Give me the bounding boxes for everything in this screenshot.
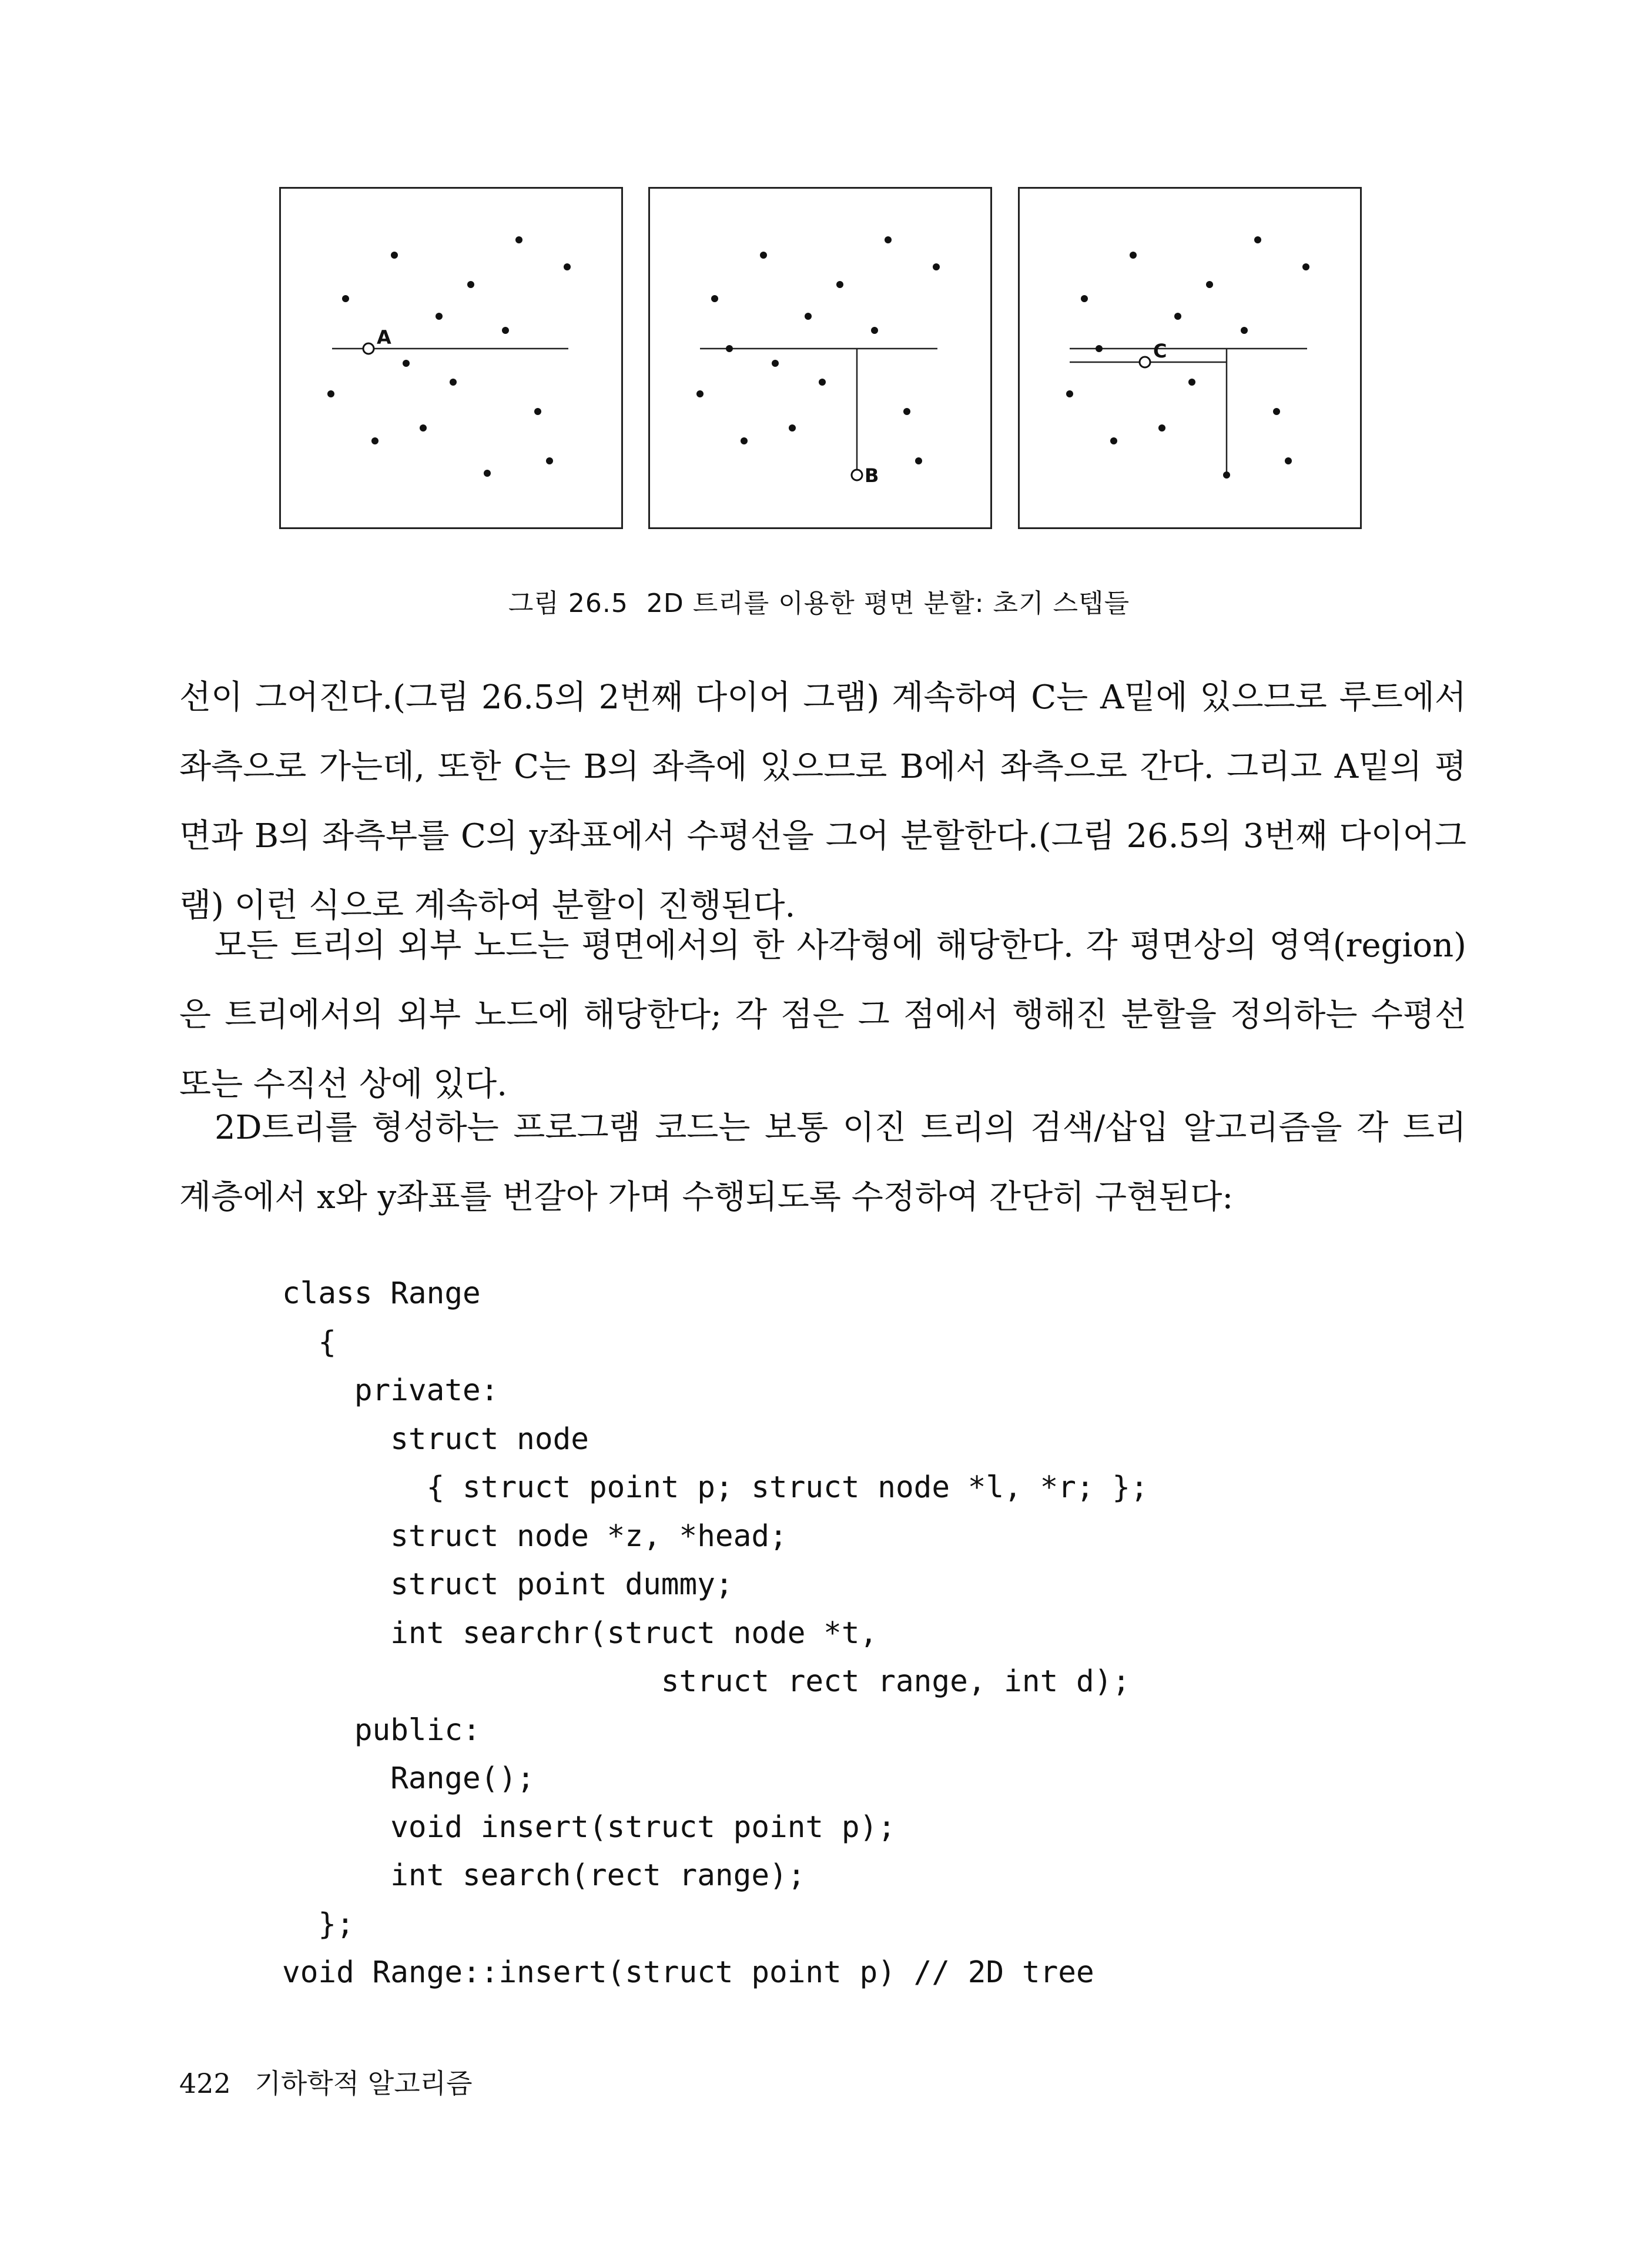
point-b-label: B [865,464,879,487]
point [1285,457,1292,464]
page-number: 422 [179,2068,231,2099]
point [1206,281,1213,288]
code-line: public: [282,1712,481,1748]
figure-panel-2 [648,187,992,529]
point [1254,236,1261,243]
point [1273,408,1280,415]
code-line: private: [282,1373,499,1408]
point-set [327,236,571,477]
point [1302,263,1309,270]
point [760,252,767,259]
point [515,236,522,243]
point [1110,437,1117,444]
point [403,360,410,367]
point [1081,295,1088,302]
code-line: void insert(struct point p); [282,1809,896,1845]
code-line: void Range::insert(struct point p) // 2D tree [282,1955,1094,1990]
point [819,379,826,386]
figure-caption-label: 그림 26.5 [508,588,628,618]
point [772,360,779,367]
point-set [696,236,940,464]
point [1066,390,1073,397]
point [1241,327,1248,334]
point [1130,252,1137,259]
code-line: struct rect range, int d); [282,1664,1131,1699]
code-line: { struct point p; struct node *l, *r; }; [282,1470,1148,1505]
panel-2-diagram [648,187,992,529]
point-b-marker [852,470,862,480]
panel-border [1019,188,1361,528]
code-line: int searchr(struct node *t, [282,1615,878,1651]
page-footer [179,2062,473,2101]
point [484,470,491,477]
point [805,313,812,320]
code-line: struct node [282,1421,589,1457]
point [327,390,334,397]
point [741,437,748,444]
point [836,281,843,288]
code-line: class Range [282,1276,481,1311]
point-set [1066,236,1309,479]
code-line: int search(rect range); [282,1858,806,1893]
point [420,424,427,431]
point [711,295,718,302]
code-listing [282,1270,1148,1998]
point [564,263,571,270]
point [342,295,349,302]
panel-3-diagram [1018,187,1362,529]
panel-border [280,188,622,528]
point [726,345,733,352]
panel-1-diagram [279,187,623,529]
point [1223,471,1230,479]
figure-panel-3 [1018,187,1362,529]
point [885,236,892,243]
point [1174,313,1181,320]
body-paragraph: 선이 그어진다.(그림 26.5의 2번째 다이어 그램) 계속하여 C는 A밑에 있으므로 루트에서 좌측으로 가는데, 또한 C는 B의 좌측에 있으므로 B에서 좌측으로 간다. 그리고 A밑의 평면과 B의 좌측부를 C의 y좌표에서 수평선을 그어 분할한다.(그림 26.5의 3번째 다이어그램) 이런 식으로 계속하여 분할이 진행된다. [179,678,1466,925]
figure-caption-text: 2D 트리를 이용한 평면 분할: 초기 스텝들 [646,588,1130,618]
point [546,457,553,464]
point [915,457,922,464]
point [1158,424,1165,431]
point-a-marker [363,343,374,354]
section-title: 기하학적 알고리즘 [254,2068,473,2099]
code-line: struct point dummy; [282,1567,733,1602]
point [1096,345,1103,352]
code-line: }; [282,1906,354,1942]
point [871,327,878,334]
point [903,408,910,415]
code-line: Range(); [282,1761,535,1796]
point [502,327,509,334]
point-a-label: A [377,326,391,349]
figure-panel-1 [279,187,623,529]
point [467,281,474,288]
point [789,424,796,431]
point [696,390,704,397]
point [450,379,457,386]
panel-border [649,188,991,528]
body-paragraph: 2D트리를 형성하는 프로그램 코드는 보통 이진 트리의 검색/삽입 알고리즘을 각 트리 계층에서 x와 y좌표를 번갈아 가며 수행되도록 수정하여 간단히 구현된다: [179,1109,1466,1216]
point-c-label: C [1153,340,1167,362]
point [1188,379,1195,386]
point [933,263,940,270]
figure-caption [0,582,1638,620]
body-paragraph: 모든 트리의 외부 노드는 평면에서의 한 사각형에 해당한다. 각 평면상의 영역(region)은 트리에서의 외부 노드에 해당한다; 각 점은 그 점에서 행해진 분할을 정의하는 수평선 또는 수직선 상에 있다. [179,926,1466,1103]
point-c-marker [1140,357,1150,367]
code-line: struct node *z, *head; [282,1518,788,1554]
point [436,313,443,320]
code-line: { [282,1324,337,1360]
point [371,437,378,444]
point [534,408,541,415]
point [391,252,398,259]
